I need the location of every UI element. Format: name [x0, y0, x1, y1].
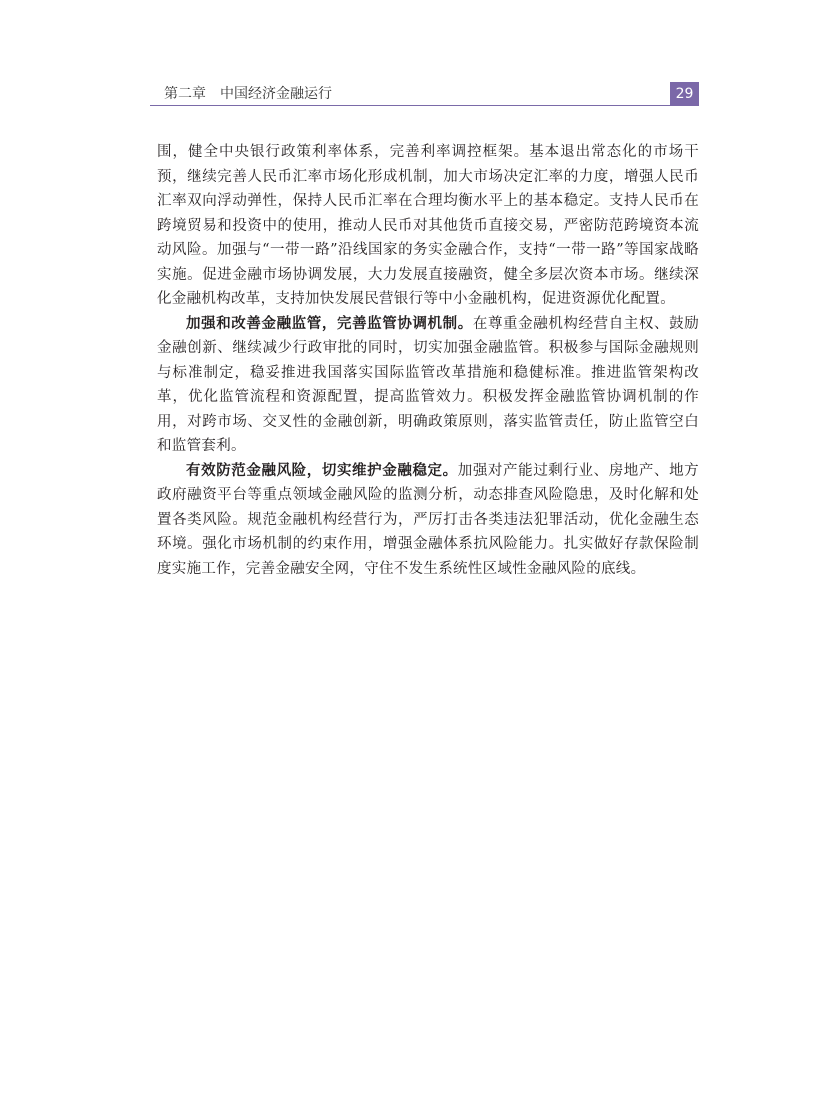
body-text	[157, 140, 699, 581]
page-header	[118, 82, 699, 106]
header-divider	[150, 105, 699, 106]
page-number-badge: 29	[670, 82, 699, 106]
paragraph-financial-regulation	[157, 312, 699, 459]
chapter-title: 第二章 中国经济金融运行	[164, 86, 332, 102]
paragraph-text: 在尊重金融机构经营自主权、鼓励金融创新、继续减少行政审批的同时，切实加强金融监管。积极参与国际金融规则与标准制定，稳妥推进我国落实国际监管改革措施和稳健标准。推进监管架构改革，优化监管流程和资源配置，提高监管效力。积极发挥金融监管协调机制的作用，对跨市场、交叉性的金融创新，明确政策原则，落实监管责任，防止监管空白和监管套利。	[157, 315, 699, 454]
paragraph-text: 围，健全中央银行政策利率体系，完善利率调控框架。基本退出常态化的市场干预，继续完善人民币汇率市场化形成机制，加大市场决定汇率的力度，增强人民币汇率双向浮动弹性，保持人民币汇率在合理均衡水平上的基本稳定。支持人民币在跨境贸易和投资中的使用，推动人民币对其他货币直接交易，严密防范跨境资本流动风险。加强与“一带一路”沿线国家的务实金融合作，支持“一带一路”等国家战略实施。促进金融市场协调发展，大力发展直接融资，健全多层次资本市场。继续深化金融机构改革，支持加快发展民营银行等中小金融机构，促进资源优化配置。	[157, 144, 699, 307]
paragraph-text: 加强对产能过剩行业、房地产、地方政府融资平台等重点领域金融风险的监测分析，动态排查风险隐患，及时化解和处置各类风险。规范金融机构经营行为，严厉打击各类违法犯罪活动，优化金融生态环境。强化市场机制的约束作用，增强金融体系抗风险能力。扎实做好存款保险制度实施工作，完善金融安全网，守住不发生系统性区域性金融风险的底线。	[157, 462, 699, 577]
paragraph-heading: 加强和改善金融监管，完善监管协调机制。	[186, 315, 473, 332]
paragraph-financial-risk	[157, 459, 699, 582]
paragraph-heading: 有效防范金融风险，切实维护金融稳定。	[186, 462, 458, 479]
paragraph-continued	[157, 140, 699, 312]
